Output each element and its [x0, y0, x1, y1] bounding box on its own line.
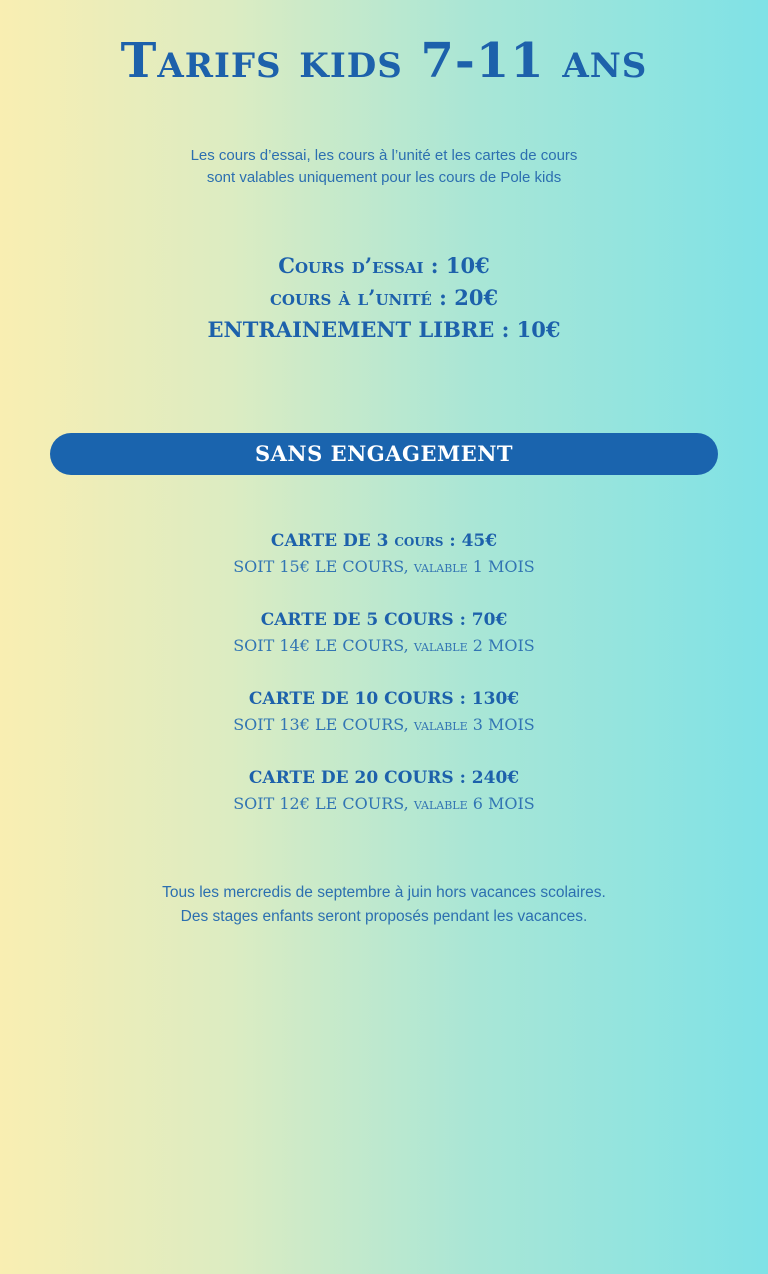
footer-line-2: Des stages enfants seront proposés pendant les vacances. [180, 908, 588, 925]
single-prices [0, 250, 768, 346]
card-title: CARTE DE 3 cours : 45€ [270, 531, 498, 551]
card-detail: SOIT 15€ LE COURS, valable 1 MOIS [233, 557, 535, 576]
page-title: Tarifs kids 7-11 ans [120, 33, 648, 89]
card-detail: SOIT 14€ LE COURS, valable 2 MOIS [233, 636, 535, 655]
price-single: cours à l’unité : 20€ [269, 285, 499, 310]
card-title: CARTE DE 20 COURS : 240€ [248, 768, 520, 788]
intro-text [0, 145, 768, 189]
card-title: CARTE DE 5 COURS : 70€ [260, 610, 508, 630]
price-trial: Cours d’essai : 10€ [278, 253, 490, 278]
card-5-courses [0, 607, 768, 659]
price-open-training: ENTRAINEMENT LIBRE : 10€ [207, 317, 561, 342]
card-3-courses [0, 528, 768, 580]
intro-line-2: sont valables uniquement pour les cours de Pole kids [206, 169, 562, 186]
intro-line-1: Les cours d’essai, les cours à l’unité et les cartes de cours [190, 147, 578, 164]
card-10-courses [0, 686, 768, 738]
card-detail: SOIT 13€ LE COURS, valable 3 MOIS [233, 715, 535, 734]
footer-note [0, 881, 768, 929]
card-detail: SOIT 12€ LE COURS, valable 6 MOIS [233, 794, 535, 813]
card-title: CARTE DE 10 COURS : 130€ [248, 689, 520, 709]
no-commitment-banner: SANS ENGAGEMENT [50, 433, 718, 475]
footer-line-1: Tous les mercredis de septembre à juin hors vacances scolaires. [162, 884, 606, 901]
card-20-courses [0, 765, 768, 817]
